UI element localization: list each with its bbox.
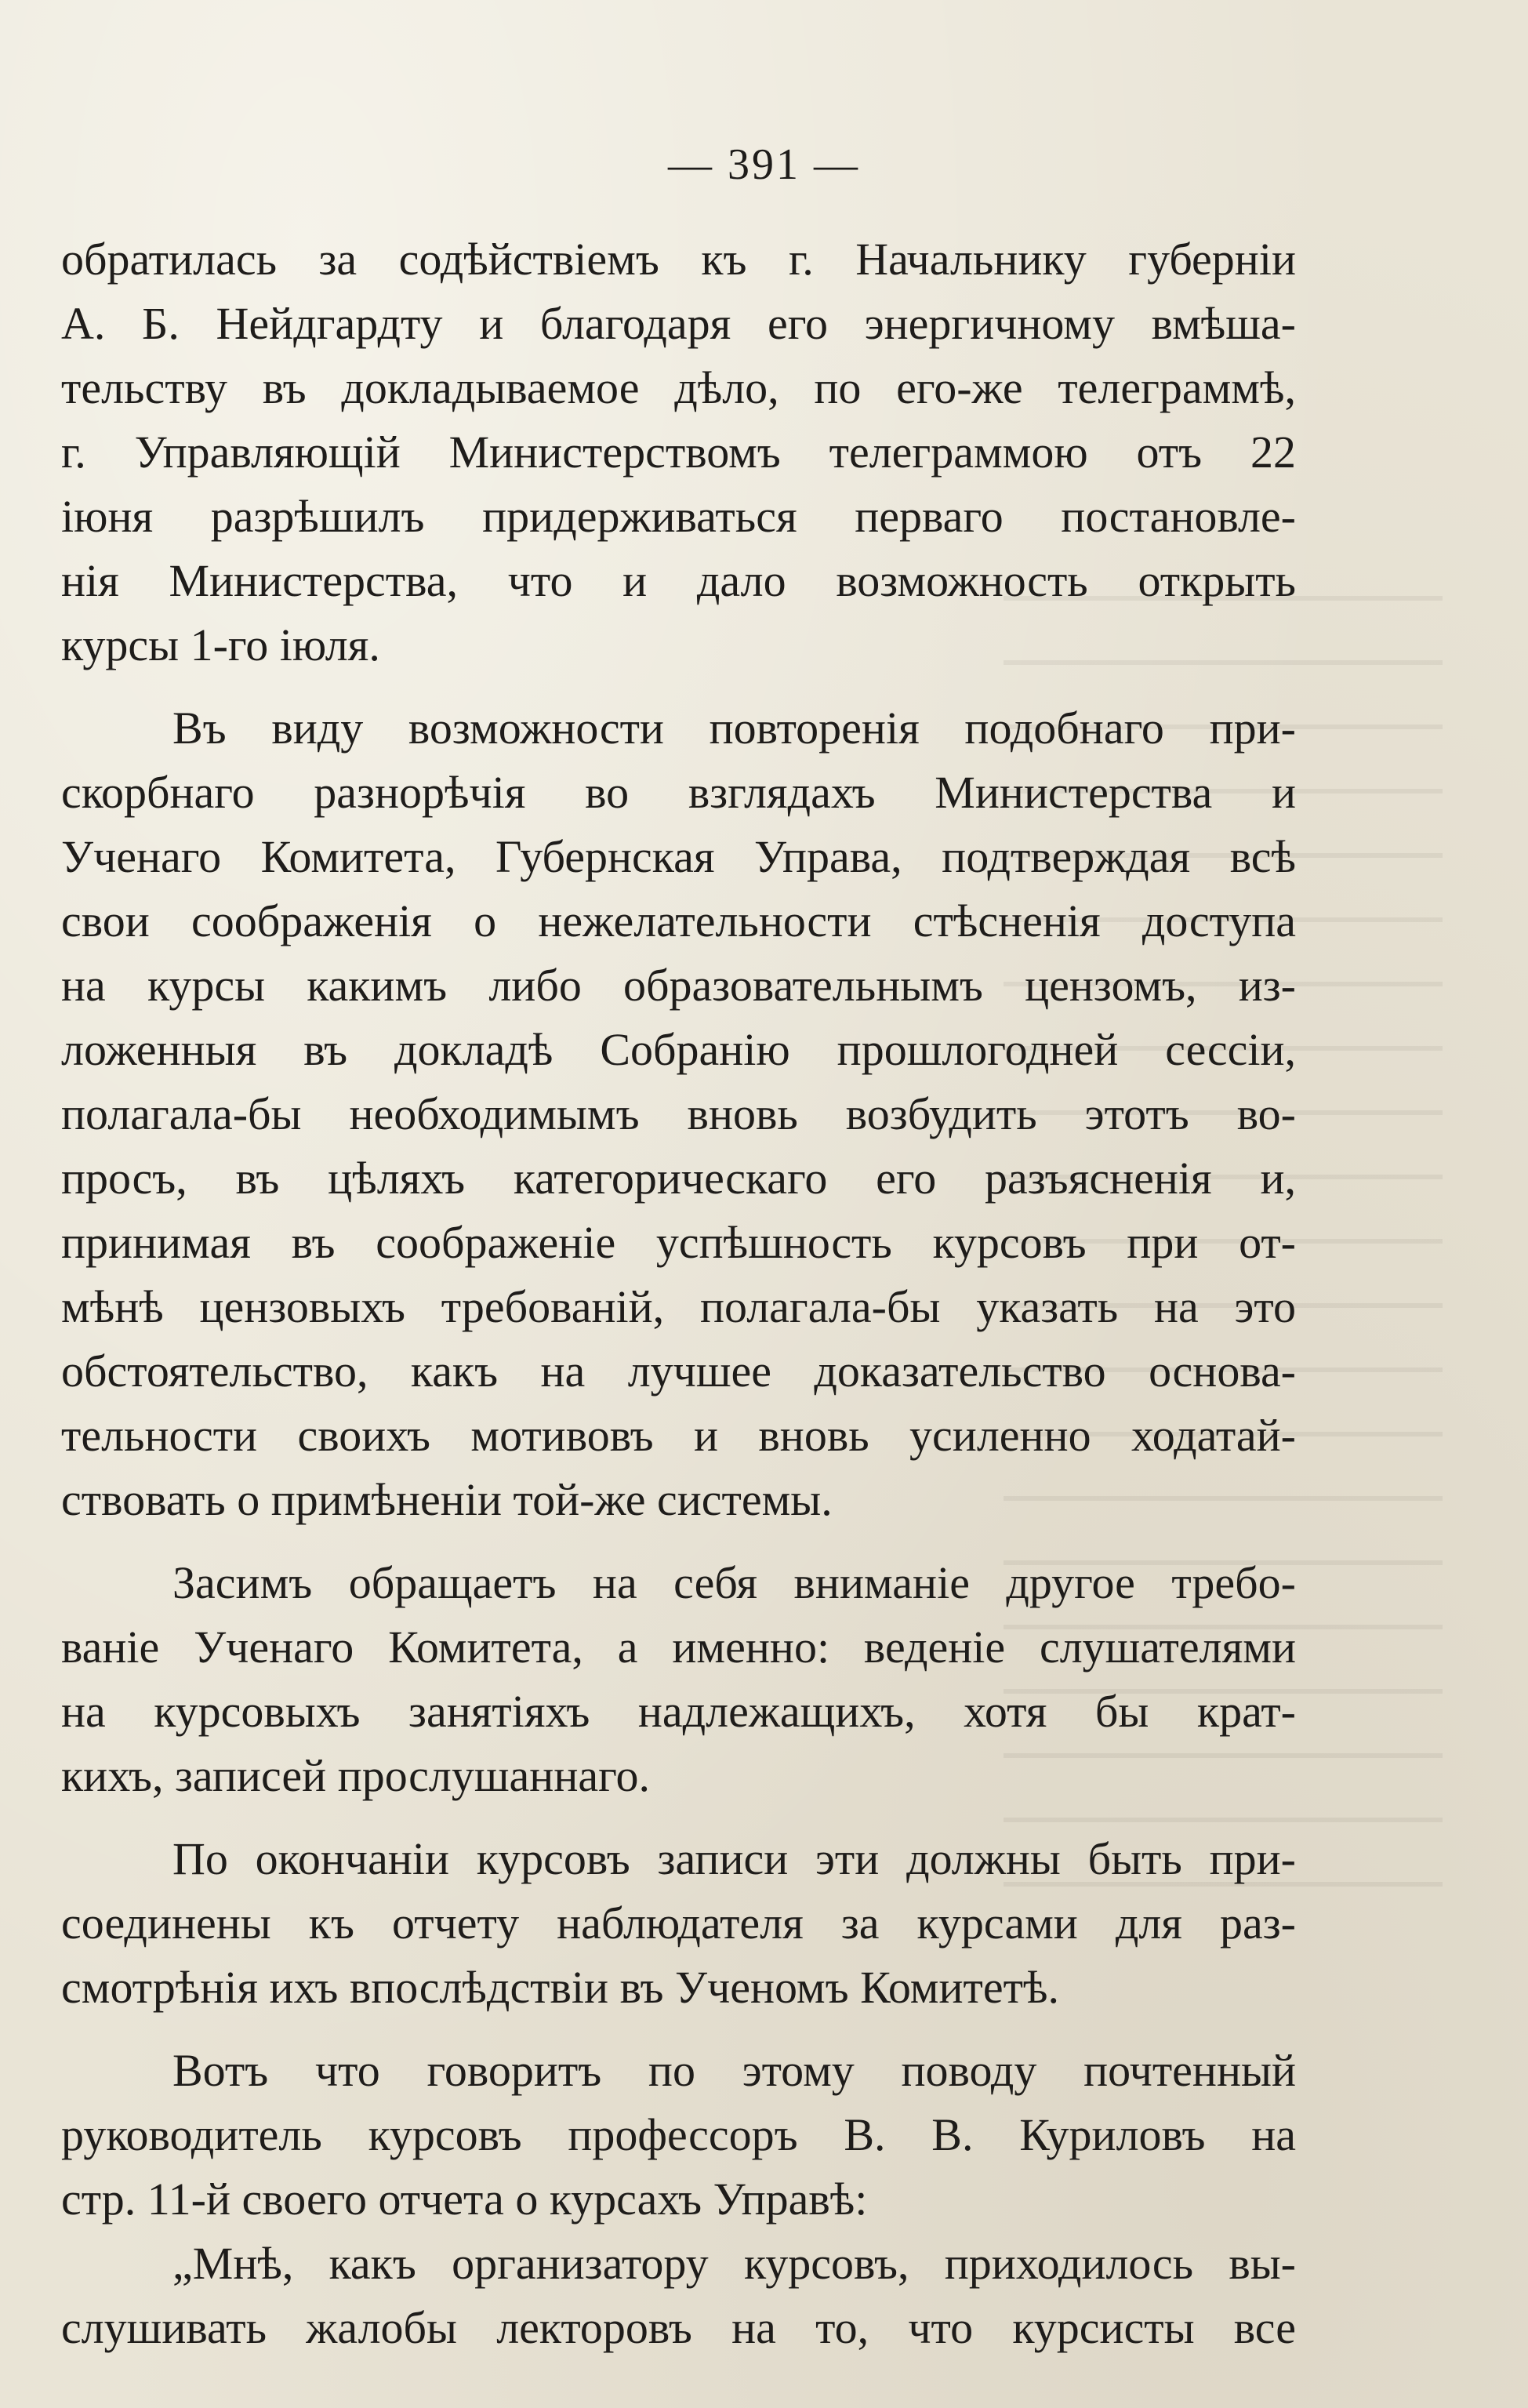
text-line: на курсы какимъ либо образовательнымъ цензомъ, из- [61,960,1296,1011]
paragraph [61,2232,1296,2360]
text-line: ствовать о примѣненіи той-же системы. [61,1474,833,1525]
text-line: руководитель курсовъ профессоръ В. В. Куриловъ на [61,2109,1296,2160]
paragraph-gap [61,677,1296,696]
paragraph [61,696,1296,1532]
text-line: Вотъ что говоритъ по этому поводу почтенный [172,2045,1296,2096]
text-line: просъ, въ цѣляхъ категорическаго его разъясненія и, [61,1153,1296,1204]
text-line: мѣнѣ цензовыхъ требованій, полагала-бы указать на это [61,1281,1296,1332]
text-line: ложенныя въ докладѣ Собранію прошлогодней сессіи, [61,1024,1296,1075]
text-line: принимая въ соображеніе успѣшность курсовъ при от- [61,1217,1296,1268]
text-line: тельности своихъ мотивовъ и вновь усиленно ходатай- [61,1410,1296,1461]
text-line: г. Управляющій Министерствомъ телеграммою отъ 22 [61,427,1296,478]
text-line: смотрѣнія ихъ впослѣдствіи въ Ученомъ Комитетѣ. [61,1962,1059,2013]
text-line: на курсовыхъ занятіяхъ надлежащихъ, хотя бы крат- [61,1686,1296,1737]
text-line: слушивать жалобы лекторовъ на то, что курсисты все [61,2302,1296,2353]
text-line: кихъ, записей прослушаннаго. [61,1750,650,1801]
page-number: — 391 — [668,140,860,189]
body-text [61,227,1296,2360]
text-line: Засимъ обращаетъ на себя вниманіе другое требо- [172,1557,1296,1608]
paragraph [61,1827,1296,2020]
text-line: іюня разрѣшилъ придерживаться перваго постановле- [61,491,1296,542]
text-line: полагала-бы необходимымъ вновь возбудить этотъ во- [61,1088,1296,1139]
text-line: Въ виду возможности повторенія подобнаго при- [172,703,1296,754]
text-line: свои соображенія о нежелательности стѣсненія доступа [61,895,1296,946]
text-line: По окончаніи курсовъ записи эти должны быть при- [172,1833,1296,1884]
paragraph [61,1551,1296,1808]
text-line: скорбнаго разнорѣчія во взглядахъ Министерства и [61,767,1296,818]
paragraph [61,227,1296,677]
paragraph [61,2039,1296,2232]
paragraph-gap [61,2020,1296,2039]
text-line: курсы 1-го іюля. [61,619,380,670]
text-line: А. Б. Нейдгардту и благодаря его энергичному вмѣша- [61,298,1296,349]
text-line: соединены къ отчету наблюдателя за курсами для раз- [61,1898,1296,1949]
text-line: ваніе Ученаго Комитета, а именно: веденіе слушателями [61,1622,1296,1673]
text-line: нія Министерства, что и дало возможность открыть [61,555,1296,606]
paragraph-gap [61,1532,1296,1551]
text-line: „Мнѣ, какъ организатору курсовъ, приходилось вы- [172,2238,1296,2289]
text-line: Ученаго Комитета, Губернская Управа, подтверждая всѣ [61,831,1296,882]
paragraph-gap [61,1808,1296,1827]
text-line: тельству въ докладываемое дѣло, по его-же телеграммѣ, [61,362,1296,413]
text-line: стр. 11-й своего отчета о курсахъ Управѣ: [61,2174,868,2225]
text-line: обратилась за содѣйствіемъ къ г. Начальнику губерніи [61,234,1296,285]
text-line: обстоятельство, какъ на лучшее доказательство основа- [61,1346,1296,1396]
